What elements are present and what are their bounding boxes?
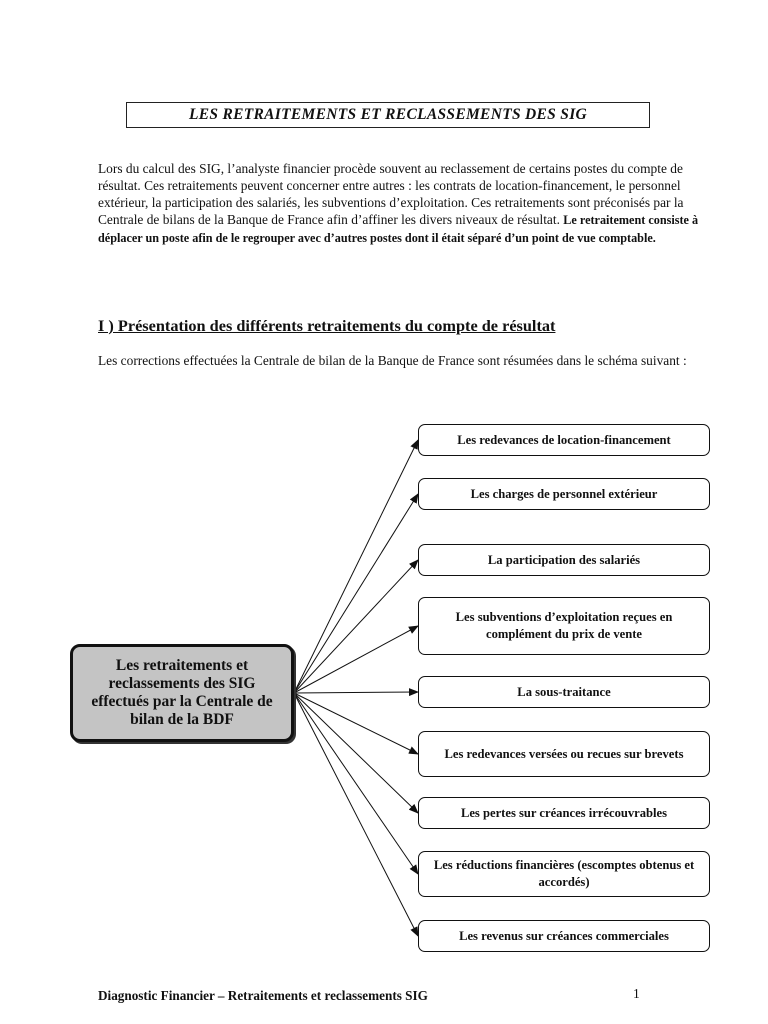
target-box-participation-salaries — [418, 544, 710, 576]
center-box — [70, 644, 294, 742]
target-label: Les charges de personnel extérieur — [470, 486, 658, 501]
connector-arrow — [294, 693, 418, 754]
page-number: 1 — [633, 986, 640, 1001]
target-box-redevances-brevets — [418, 731, 710, 777]
target-label: Les pertes sur créances irrécouvrables — [460, 805, 668, 820]
target-label: La participation des salariés — [487, 552, 641, 567]
target-label: Les redevances de location-financement — [457, 432, 671, 447]
connector-arrow — [294, 693, 418, 936]
connector-arrow — [294, 693, 418, 813]
target-label: Les subventions d’exploitation reçues en complément du prix de vente — [455, 610, 673, 641]
target-label: Les redevances versées ou recues sur brevets — [444, 746, 684, 761]
target-box-pertes-creances — [418, 797, 710, 829]
target-box-location-financement — [418, 424, 710, 456]
intro-bold-text: Le retraitement consiste à déplacer un poste afin de le regrouper avec d’autres postes dont il était séparé d’un point de vue comptable. — [98, 213, 699, 245]
connector-arrow — [294, 692, 418, 693]
footer-title: Diagnostic Financier – Retraitements et reclassements SIG — [98, 988, 428, 1003]
target-label: Les réductions financières (escomptes obtenus et accordés) — [433, 858, 695, 889]
center-box-label: Les retraitements et reclassements des SIG effectués par la Centrale de bilan de la BDF — [91, 657, 273, 728]
section-intro-text: Les corrections effectuées la Centrale de bilan de la Banque de France sont résumées dans le schéma suivant : — [98, 353, 687, 368]
connector-arrow — [294, 494, 418, 693]
target-box-personnel-exterieur — [418, 478, 710, 510]
target-box-subventions-exploitation — [418, 597, 710, 655]
target-box-revenus-creances — [418, 920, 710, 952]
target-box-sous-traitance — [418, 676, 710, 708]
target-label: La sous-traitance — [517, 684, 611, 699]
target-box-reductions-financieres — [418, 851, 710, 897]
intro-text: Lors du calcul des SIG, l’analyste financier procède souvent au reclassement de certains postes du compte de résultat. Ces retraitements peuvent concerner entre autres : les contrats de location-financement, le personnel extérieur, la participation des salariés, les subventions d’exploitation. Ces retraitements sont préconisés par la Centrale de bilans de la Banque de France afin d’affiner les divers niveaux de résultat. — [98, 161, 684, 227]
connector-arrow — [294, 693, 418, 874]
connector-arrow — [294, 560, 418, 693]
target-label: Les revenus sur créances commerciales — [459, 928, 669, 943]
connector-arrow — [294, 440, 418, 693]
document-title: LES RETRAITEMENTS ET RECLASSEMENTS DES SIG — [126, 102, 650, 128]
connector-arrow — [294, 626, 418, 693]
section-title: I ) Présentation des différents retraitements du compte de résultat — [98, 316, 556, 335]
